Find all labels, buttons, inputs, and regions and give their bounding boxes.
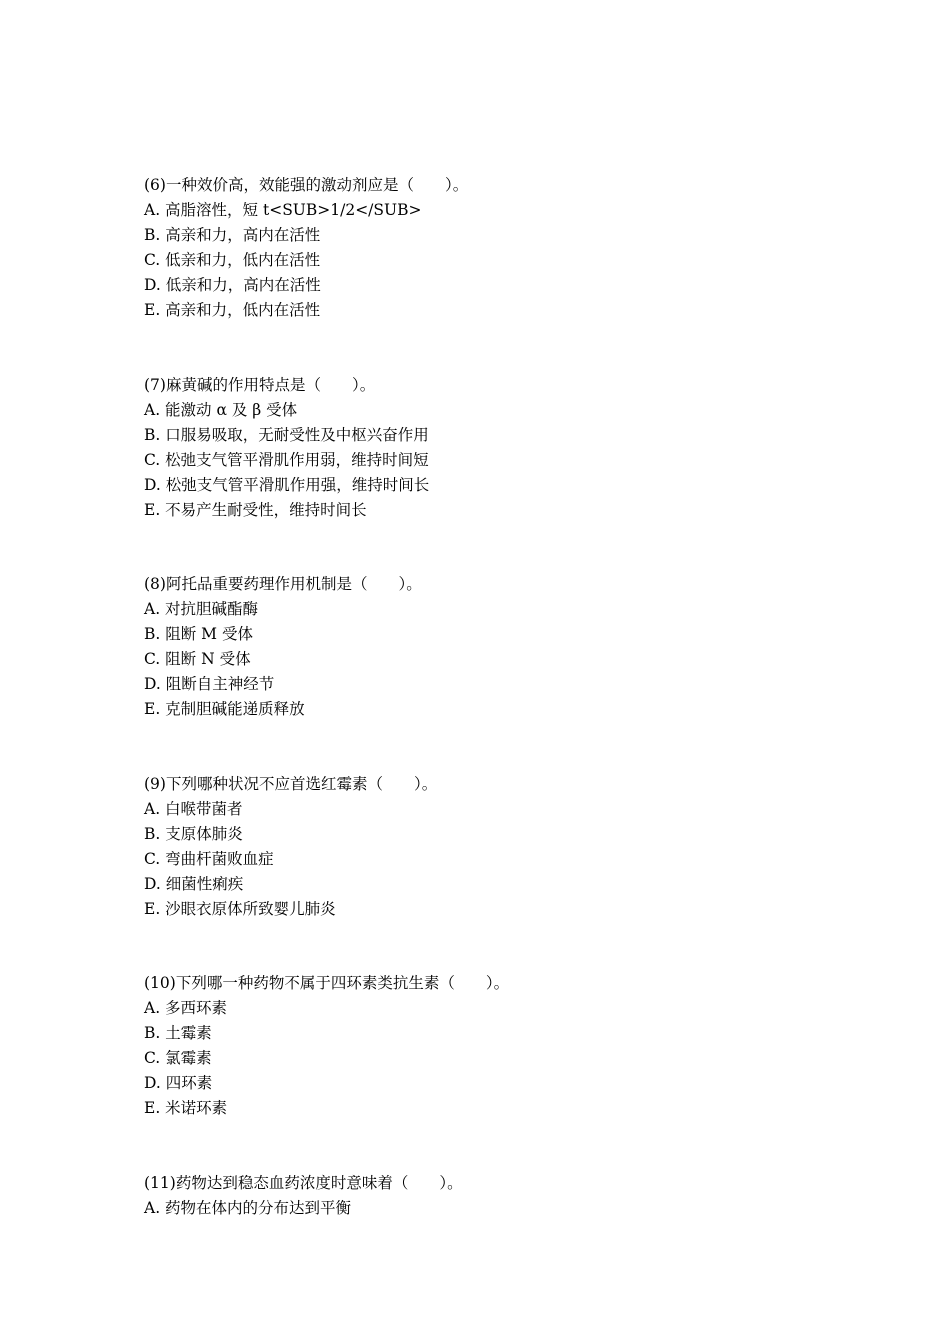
option-e: E. 克制胆碱能递质释放 (144, 700, 305, 718)
question-stem: (6)一种效价高，效能强的激动剂应是（ ）。 (144, 176, 469, 194)
option-a: A. 高脂溶性，短 t<SUB>1/2</SUB> (144, 201, 422, 219)
question-11 (144, 1171, 844, 1221)
option-a: A. 白喉带菌者 (144, 799, 243, 818)
question-10 (144, 971, 844, 1121)
option-a: A. 药物在体内的分布达到平衡 (144, 1198, 352, 1217)
option-d: D. 细菌性痢疾 (144, 874, 244, 893)
option-e: E. 沙眼衣原体所致婴儿肺炎 (144, 899, 336, 918)
option-d: D. 低亲和力，高内在活性 (144, 276, 321, 294)
option-b: B. 口服易吸取，无耐受性及中枢兴奋作用 (144, 425, 429, 444)
option-b: B. 阻断 M 受体 (144, 625, 253, 643)
question-8 (144, 572, 844, 722)
option-b: B. 土霉素 (144, 1024, 212, 1042)
question-9 (144, 772, 844, 922)
option-a: A. 多西环素 (144, 999, 228, 1017)
question-6 (144, 173, 844, 323)
question-stem: (7)麻黄碱的作用特点是（ ）。 (144, 375, 376, 394)
option-c: C. 氯霉素 (144, 1049, 212, 1067)
option-c: C. 弯曲杆菌败血症 (144, 849, 274, 868)
option-d: D. 阻断自主神经节 (144, 675, 275, 693)
option-b: B. 高亲和力，高内在活性 (144, 226, 321, 244)
option-a: A. 对抗胆碱酯酶 (144, 600, 259, 618)
question-stem: (9)下列哪种状况不应首选红霉素（ ）。 (144, 774, 438, 793)
question-stem: (8)阿托品重要药理作用机制是（ ）。 (144, 575, 422, 593)
question-stem: (11)药物达到稳态血药浓度时意味着（ ）。 (144, 1173, 463, 1192)
question-list (144, 173, 844, 1221)
option-e: E. 不易产生耐受性，维持时间长 (144, 500, 367, 519)
option-c: C. 阻断 N 受体 (144, 650, 251, 668)
option-b: B. 支原体肺炎 (144, 824, 243, 843)
option-e: E. 高亲和力，低内在活性 (144, 301, 321, 319)
question-stem: (10)下列哪一种药物不属于四环素类抗生素（ ）。 (144, 974, 510, 992)
question-7 (144, 373, 844, 523)
option-c: C. 低亲和力，低内在活性 (144, 251, 321, 269)
option-c: C. 松弛支气管平滑肌作用弱，维持时间短 (144, 450, 429, 469)
option-d: D. 松弛支气管平滑肌作用强，维持时间长 (144, 475, 430, 494)
option-d: D. 四环素 (144, 1074, 213, 1092)
option-e: E. 米诺环素 (144, 1099, 228, 1117)
option-a: A. 能激动 α 及 β 受体 (144, 400, 298, 419)
